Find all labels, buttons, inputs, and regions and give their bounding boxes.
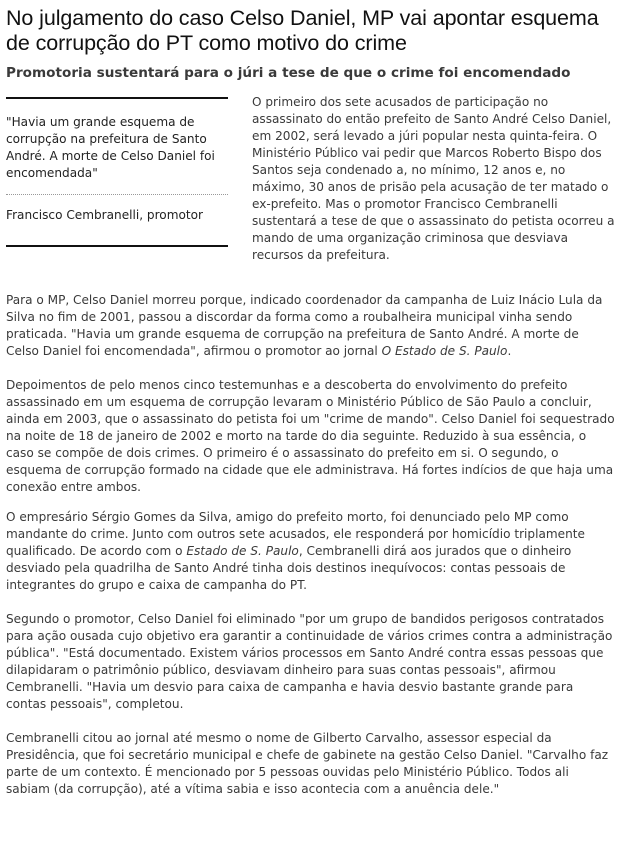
paragraph-3-end: , Cembranelli dirá aos jurados que o dinheiro desviado pela quadrilha de Santo André tinha dois destinos inequívocos: contas pessoais de integrantes do grupo e caixa de campanha do PT. [6,544,572,592]
pullquote-author: Francisco Cembranelli, promotor [6,208,204,222]
paragraph-2: Depoimentos de pelo menos cinco testemunhas e a descoberta do envolvimento do prefeito assassinado em um esquema de corrupção levaram o Ministério Público de São Paulo a concluir, ainda em 2003, que o assassinato do petista foi um "crime de mando". Celso Daniel foi sequestrado na noite de 18 de janeiro de 2002 e morto na tarde do dia seguinte. Reduzido à sua essência, o caso se compõe de dois crimes. O primeiro é o assassinato do prefeito em si. O segundo, o esquema de corrupção formado na cidade que ele administrava. Há fortes indícios de que haja uma conexão entre ambos. [6,378,615,494]
paragraph-5: Cembranelli citou ao jornal até mesmo o nome de Gilberto Carvalho, assessor especial da Presidência, que foi secretário municipal e chefe de gabinete na gestão Celso Daniel. "Carvalho faz parte de um contexto. É mencionado por 5 pessoas ouvidas pelo Ministério Público. Todos ali sabiam (da corrupção), até a vítima sabia e isso acontecia com a anuência dele." [6,731,609,796]
newspaper-name: Estado de S. Paulo [186,544,299,558]
pullquote-text: "Havia um grande esquema de corrupção na prefeitura de Santo André. A morte de Celso Daniel foi encomendada" [6,115,215,180]
paragraph-1-end: . [507,344,512,358]
lead-paragraph: O primeiro dos sete acusados de participação no assassinato do então prefeito de Santo André Celso Daniel, em 2002, será levado a júri popular nesta quinta-feira. O Ministério Público vai pedir que Marcos Roberto Bispo dos Santos seja condenado a, no mínimo, 12 anos e, no máximo, 30 anos de prisão pela acusação de ter matado o ex-prefeito. Mas o promotor Francisco Cembranelli sustentará a tese de que o assassinato do petista ocorreu a mando de uma organização criminosa que desviava recursos da prefeitura. [252,95,615,262]
lead-section [6,94,615,264]
headline: No julgamento do caso Celso Daniel, MP vai apontar esquema de corrupção do PT como motivo do crime [6,6,599,55]
paragraph-3 [6,509,615,594]
paragraph-1 [6,292,615,360]
paragraph-1-text: Para o MP, Celso Daniel morreu porque, indicado coordenador da campanha de Luiz Inácio Lula da Silva no fim de 2001, passou a discordar da forma como a roubalheira municipal vinha sendo praticada. "Havia um grande esquema de corrupção na prefeitura de Santo André. A morte de Celso Daniel foi encomendada", afirmou o promotor ao jornal [6,293,603,358]
paragraph-3-text: O empresário Sérgio Gomes da Silva, amigo do prefeito morto, foi denunciado pelo MP como mandante do crime. Junto com outros sete acusados, ele responderá por homicídio triplamente qualificado. De acordo com o [6,510,585,558]
newspaper-name: O Estado de S. Paulo [381,344,508,358]
subheadline: Promotoria sustentará para o júri a tese de que o crime foi encomendado [6,65,571,81]
paragraph-4: Segundo o promotor, Celso Daniel foi eliminado "por um grupo de bandidos perigosos contratados para ação ousada cujo objetivo era garantir a continuidade de vários crimes contra a administração pública". "Está documentado. Existem vários processos em Santo André contra essas pessoas que dilapidaram o patrimônio público, desviavam dinheiro para suas contas pessoais", afirmou Cembranelli. "Havia um desvio para caixa de campanha e havia desvio bastante grande para contas pessoais", completou. [6,612,613,711]
pullquote-box [6,97,228,247]
